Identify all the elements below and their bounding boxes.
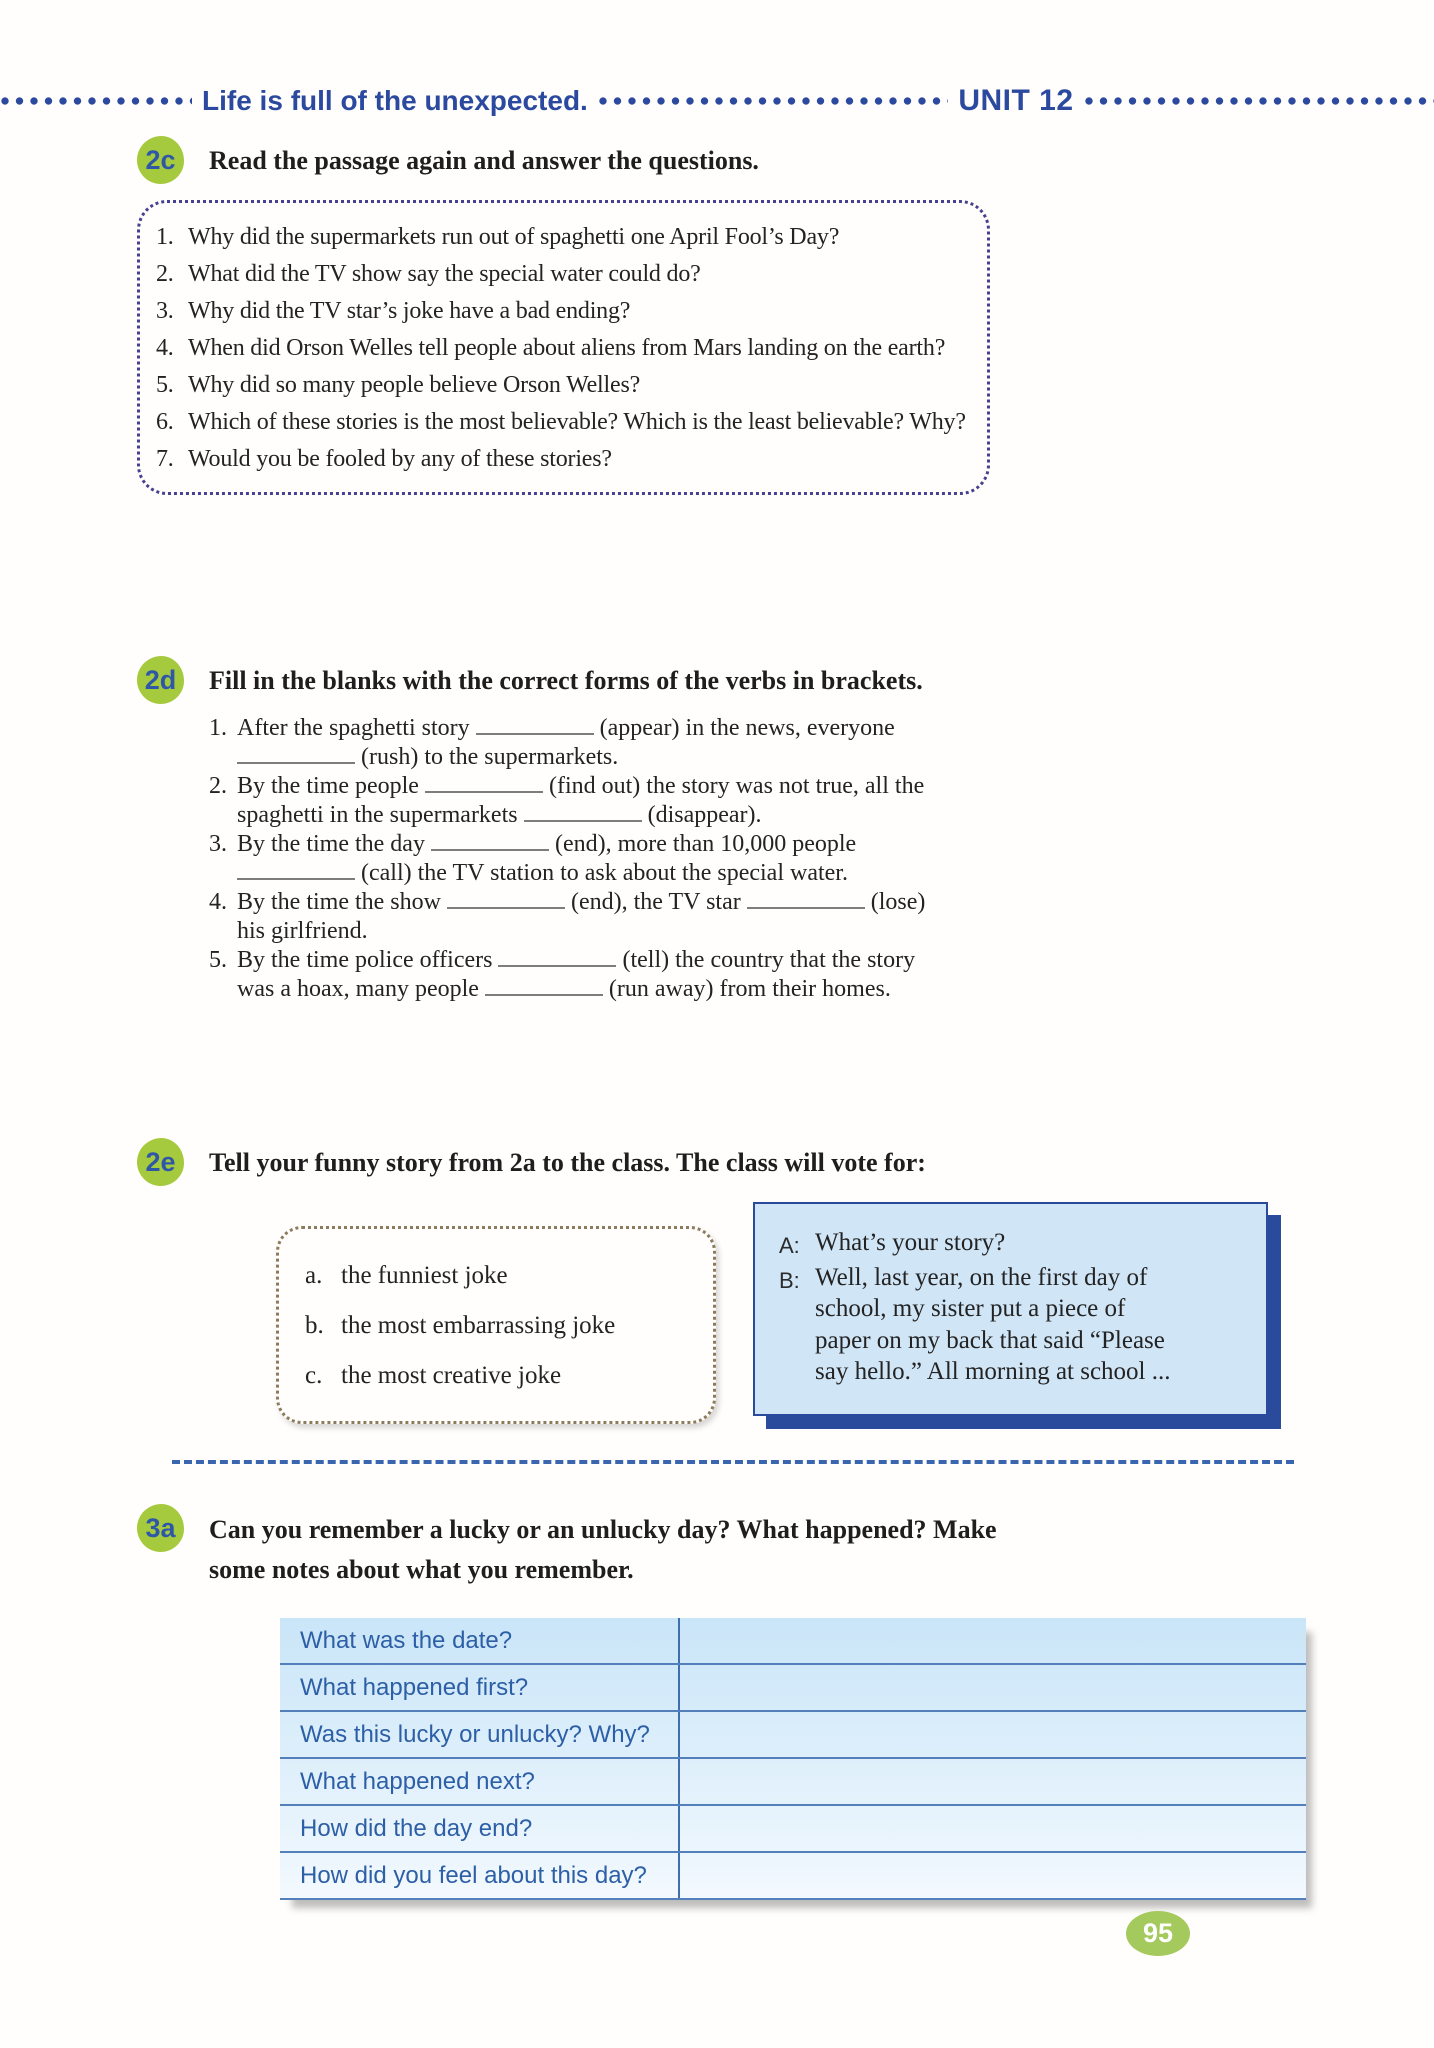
section-2d-heading: Fill in the blanks with the correct forms of the verbs in brackets.: [209, 666, 923, 695]
lesson-title: Life is full of the unexpected.: [202, 85, 588, 116]
dialog-turn: [779, 1227, 1246, 1262]
question-text: Would you be fooled by any of these stories?: [188, 446, 612, 472]
question-text: Which of these stories is the most believable? Which is the least believable? Why?: [188, 409, 966, 435]
dialog-text: [815, 1262, 1171, 1388]
vote-option: [305, 1351, 695, 1401]
dialog-text: [815, 1227, 1005, 1262]
row-answer-cell: [680, 1712, 1306, 1757]
section-2e-badge: 2e: [137, 1138, 184, 1186]
section-2c-badge: 2c: [137, 136, 184, 184]
question-item: [156, 367, 969, 404]
dialog-turn: [779, 1262, 1246, 1388]
blank-line: [431, 835, 549, 851]
option-text: the funniest joke: [341, 1262, 508, 1289]
question-number: 2.: [156, 261, 174, 287]
table-row: [280, 1853, 1306, 1900]
notes-table: [280, 1618, 1306, 1900]
fill-blank-item: [209, 714, 1049, 772]
row-question: How did you feel about this day?: [280, 1853, 680, 1898]
question-item: [156, 404, 969, 441]
section-2e-heading: Tell your funny story from 2a to the class. The class will vote for:: [209, 1148, 926, 1177]
option-letter: c.: [305, 1362, 323, 1389]
vote-options-box: [276, 1226, 716, 1424]
item-line: By the time people (find out) the story was not true, all the: [237, 773, 925, 799]
heading-line: Can you remember a lucky or an unlucky day? What happened? Make: [209, 1515, 997, 1544]
question-text: When did Orson Welles tell people about aliens from Mars landing on the earth?: [188, 335, 946, 361]
table-row: [280, 1712, 1306, 1759]
page-header: [0, 84, 1434, 118]
row-question: Was this lucky or unlucky? Why?: [280, 1712, 680, 1757]
fill-blank-item: [209, 772, 1049, 830]
option-text: the most creative joke: [341, 1362, 562, 1389]
question-text: Why did the supermarkets run out of spaghetti one April Fool’s Day?: [188, 224, 840, 250]
fill-blank-item: [209, 888, 1049, 946]
question-text: Why did the TV star’s joke have a bad ending?: [188, 298, 631, 324]
item-line: By the time the day (end), more than 10,000 people: [237, 831, 857, 857]
blank-line: [747, 893, 865, 909]
section-3a-badge: 3a: [137, 1504, 184, 1552]
questions-box: [137, 200, 990, 495]
item-line: (call) the TV station to ask about the special water.: [237, 859, 1049, 888]
item-number: 5.: [209, 947, 227, 973]
question-number: 3.: [156, 298, 174, 324]
question-item: [156, 293, 969, 330]
row-question: What was the date?: [280, 1618, 680, 1663]
speaker-label: B:: [779, 1267, 800, 1293]
question-item: [156, 441, 969, 478]
option-letter: b.: [305, 1312, 324, 1339]
row-question: How did the day end?: [280, 1806, 680, 1851]
item-number: 3.: [209, 831, 227, 857]
question-number: 6.: [156, 409, 174, 435]
option-text: the most embarrassing joke: [341, 1312, 616, 1339]
item-line: By the time the show (end), the TV star (lose): [237, 889, 926, 915]
blank-line: [237, 864, 355, 880]
item-number: 1.: [209, 715, 227, 741]
question-text: Why did so many people believe Orson Welles?: [188, 372, 641, 398]
blank-line: [237, 748, 355, 764]
table-row: [280, 1665, 1306, 1712]
item-line: spaghetti in the supermarkets (disappear).: [237, 802, 762, 828]
row-answer-cell: [680, 1853, 1306, 1898]
vote-option: [305, 1301, 695, 1351]
table-row: [280, 1759, 1306, 1806]
table-row: [280, 1806, 1306, 1853]
item-line: was a hoax, many people (run away) from their homes.: [237, 976, 891, 1002]
dialog-box: [753, 1202, 1268, 1416]
item-line: After the spaghetti story (appear) in the news, everyone: [237, 715, 895, 741]
row-answer-cell: [680, 1665, 1306, 1710]
section-3a-heading: [209, 1510, 997, 1590]
header-dots-left: [0, 96, 192, 106]
option-letter: a.: [305, 1262, 323, 1289]
row-question: What happened first?: [280, 1665, 680, 1710]
section-2d-badge: 2d: [137, 656, 184, 704]
question-text: What did the TV show say the special water could do?: [188, 261, 701, 287]
dialog-line: say hello.” All morning at school ...: [815, 1358, 1171, 1385]
question-number: 5.: [156, 372, 174, 398]
blank-line: [447, 893, 565, 909]
table-row: [280, 1618, 1306, 1665]
item-line: his girlfriend.: [237, 918, 368, 944]
blank-line: [524, 806, 642, 822]
blank-line: [498, 951, 616, 967]
row-question: What happened next?: [280, 1759, 680, 1804]
header-dots-right: [1084, 96, 1434, 106]
vote-option: [305, 1251, 695, 1301]
question-item: [156, 219, 969, 256]
row-answer-cell: [680, 1806, 1306, 1851]
speaker-label: A:: [779, 1233, 800, 1258]
fill-blank-item: [209, 946, 1049, 1004]
heading-line: some notes about what you remember.: [209, 1555, 634, 1584]
dialog-line: Well, last year, on the first day of: [815, 1263, 1148, 1291]
section-2c-heading: Read the passage again and answer the questions.: [209, 146, 759, 175]
question-item: [156, 330, 969, 367]
section-divider: [172, 1460, 1294, 1464]
item-number: 2.: [209, 773, 227, 799]
question-number: 4.: [156, 335, 174, 361]
question-number: 7.: [156, 446, 174, 472]
dialog-line: What’s your story?: [815, 1229, 1006, 1256]
fill-blank-item: [209, 830, 1049, 888]
blank-line: [425, 777, 543, 793]
blank-line: [476, 719, 594, 735]
item-number: 4.: [209, 889, 227, 915]
header-dots-middle: [598, 96, 948, 106]
question-item: [156, 256, 969, 293]
item-line: By the time police officers (tell) the country that the story: [237, 947, 916, 973]
blank-line: [485, 980, 603, 996]
row-answer-cell: [680, 1759, 1306, 1804]
item-line: (rush) to the supermarkets.: [237, 743, 1049, 772]
dialog-line: paper on my back that said “Please: [815, 1326, 1165, 1354]
question-number: 1.: [156, 224, 174, 250]
unit-label: UNIT 12: [958, 84, 1074, 117]
row-answer-cell: [680, 1618, 1306, 1663]
fill-blank-exercise: [209, 714, 1049, 1004]
page-number-badge: 95: [1126, 1911, 1190, 1956]
dialog-line: school, my sister put a piece of: [815, 1295, 1126, 1322]
